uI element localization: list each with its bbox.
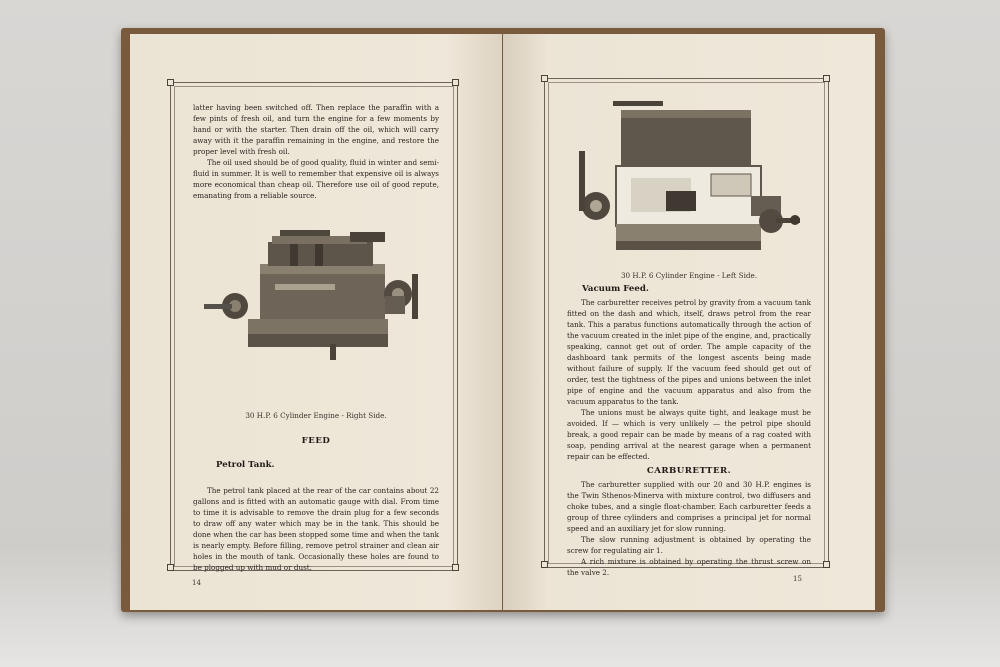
frame-corner-ornament [541, 561, 548, 568]
right-page [503, 34, 875, 610]
paragraph: The carburetter supplied with our 20 and 30 H.P. engines is the Twin Sthenos-Minerva with mixture control, two diffusers and choke tubes, and a single float-chamber. Each carburetter feeds a group of three cylinders and comprises a principal jet for normal speed and an auxiliary jet for slow running. [567, 480, 811, 533]
petrol-tank-text [193, 485, 439, 573]
figure-caption: 30 H.P. 6 Cylinder Engine - Right Side. [245, 411, 387, 420]
frame-corner-ornament [452, 79, 459, 86]
frame-corner-ornament [541, 75, 548, 82]
frame-corner-ornament [823, 75, 830, 82]
engine-left-side-illustration [571, 96, 803, 266]
section-heading: FEED [301, 436, 331, 446]
frame-corner-ornament [167, 564, 174, 571]
figure-caption: 30 H.P. 6 Cylinder Engine - Left Side. [620, 271, 758, 280]
paragraph: The carburetter receives petrol by gravity from a vacuum tank fitted on the dash and which, itself, draws petrol from the rear tank. This a paratus functions automatically through the action of the vacuum created in the inlet pipe of the engine, and, practically speaking, cannot get out of order. The ample capacity of the dashboard tank permits of the longest ascents being made without failure of supply. If the vacuum feed should get out of order, test the tightness of the pipes and unions between the inlet pipe of engine and the vacuum apparatus and also from the vacuum apparatus to the tank. [567, 298, 811, 406]
intro-text [193, 102, 439, 201]
page-number: 14 [192, 579, 201, 587]
paragraph: The slow running adjustment is obtained by operating the screw for regulating air 1. [567, 535, 811, 555]
subheading: Petrol Tank. [216, 460, 275, 470]
engine-right-side-illustration [200, 224, 430, 364]
paragraph: The petrol tank placed at the rear of the car contains about 22 gallons and is fitted with an automatic gauge with dial. From time to time it is advisable to remove the drain plug for a few seconds to draw off any water which may be in the tank. This should be done when the car has been stopped some time and when the tank is nearly empty. Before filling, remove petrol strainer and clean air holes in the mouth of tank. Occasionally these holes are found to be plogged up with mud or dust. [193, 486, 439, 572]
frame-corner-ornament [167, 79, 174, 86]
paragraph: The unions must be always quite tight, and leakage must be avoided. If — which is very unlikely — the petrol pipe should break, a good repair can be made by means of a rag coated with soap, pending arrival at the nearest garage when a permanent repair can be effected. [567, 408, 811, 461]
left-page [130, 34, 502, 610]
carburetter-text [567, 479, 811, 578]
subheading: Vacuum Feed. [582, 284, 649, 294]
paragraph: The oil used should be of good quality, fluid in winter and semi-fluid in summer. It is well to remember that expensive oil is always more economical than cheap oil. Therefore use oil of good repute, emanating from a reliable source. [193, 158, 439, 200]
paragraph: A rich mixture is obtained by operating the thrust screw on the valve 2. [567, 557, 811, 577]
vacuum-feed-text [567, 297, 811, 462]
section-heading: CARBURETTER. [646, 466, 732, 476]
frame-corner-ornament [452, 564, 459, 571]
paragraph: latter having been switched off. Then replace the paraffin with a few pints of fresh oil, and turn the engine for a few moments by hand or with the starter. Then drain off the oil, which will carry away with it the paraffin remaining in the engine, and restore the proper level with fresh oil. [193, 103, 439, 156]
frame-corner-ornament [823, 561, 830, 568]
page-number: 15 [793, 575, 802, 583]
